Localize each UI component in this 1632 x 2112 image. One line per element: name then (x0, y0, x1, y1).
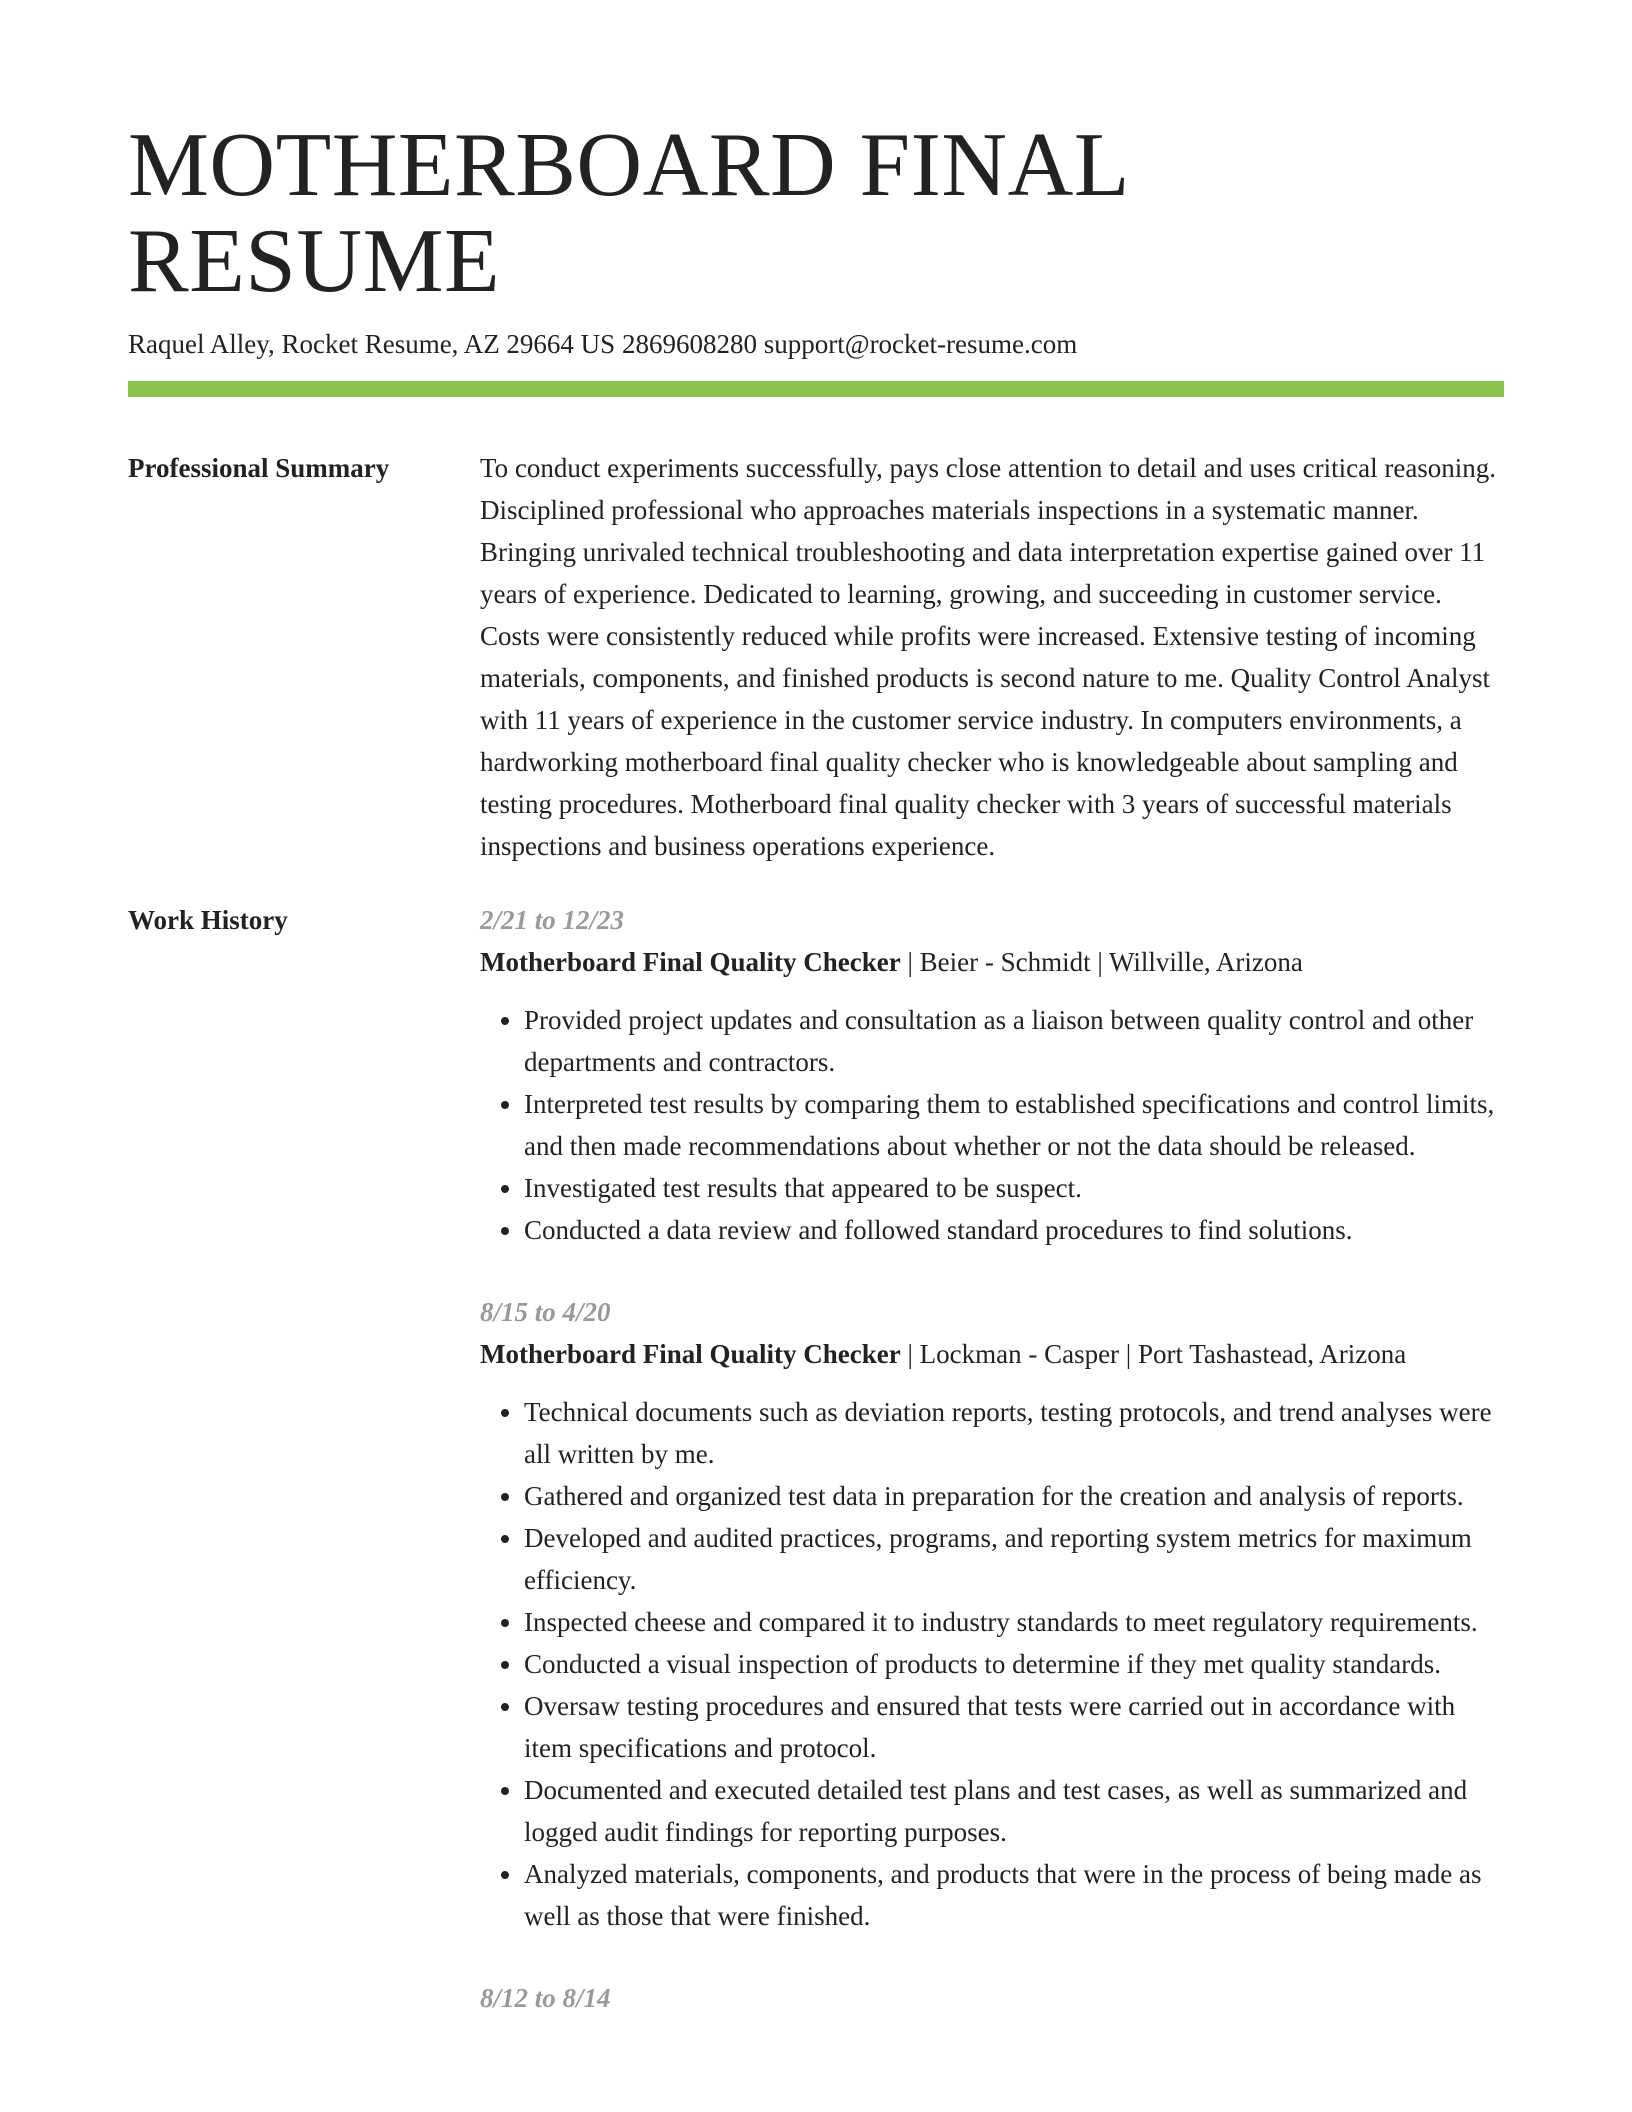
summary-text: To conduct experiments successfully, pays close attention to detail and uses critical reasoning. Disciplined professional who approaches materials inspections in a systematic manner. Bringing unrivaled technical troubleshooting and data interpretation expertise gained over 11 years of experience. Dedicated to learning, growing, and succeeding in customer service. Costs were consistently reduced while profits were increased. Extensive testing of incoming materials, components, and finished products is second nature to me. Quality Control Analyst with 11 years of experience in the customer service industry. In computers environments, a hardworking motherboard final quality checker who is knowledgeable about sampling and testing procedures. Motherboard final quality checker with 3 years of successful materials inspections and business operations experience. (480, 453, 1497, 862)
list-item: • Provided project updates and consultation as a liaison between quality control and other departments and contractors. (524, 999, 1504, 1083)
list-item: • Developed and audited practices, programs, and reporting system metrics for maximum efficiency. (524, 1517, 1504, 1601)
list-item: • Documented and executed detailed test plans and test cases, as well as summarized and logged audit findings for reporting purposes. (524, 1769, 1504, 1853)
job-dates: 8/12 to 8/14 (480, 1983, 611, 2014)
job-title: Motherboard Final Quality Checker (480, 947, 901, 978)
list-item: • Conducted a visual inspection of products to determine if they met quality standards. (524, 1643, 1504, 1685)
work-history-section (128, 899, 1504, 2059)
job-dates: 8/15 to 4/20 (480, 1297, 611, 1328)
list-item: • Analyzed materials, components, and products that were in the process of being made as well as those that were finished. (524, 1853, 1504, 1937)
job-bullets (480, 1391, 1504, 1937)
list-item: • Gathered and organized test data in preparation for the creation and analysis of reports. (524, 1475, 1504, 1517)
resume-page (128, 0, 1504, 2059)
job-entry (480, 1291, 1504, 1937)
section-body (480, 899, 1504, 2059)
list-item: • Interpreted test results by comparing them to established specifications and control limits, and then made recommendations about whether or not the data should be released. (524, 1083, 1504, 1167)
list-item: • Oversaw testing procedures and ensured that tests were carried out in accordance with item specifications and protocol. (524, 1685, 1504, 1769)
job-details: | Lockman - Casper | Port Tashastead, Arizona (900, 1339, 1407, 1370)
job-heading (480, 1333, 1504, 1375)
job-dates: 2/21 to 12/23 (480, 905, 625, 936)
professional-summary-section (128, 447, 1504, 867)
list-item: • Technical documents such as deviation reports, testing protocols, and trend analyses were all written by me. (524, 1391, 1504, 1475)
job-entry (480, 1977, 1504, 2019)
section-body (480, 447, 1504, 867)
accent-divider (128, 381, 1504, 397)
job-entry (480, 899, 1504, 1251)
list-item: • Inspected cheese and compared it to industry standards to meet regulatory requirements. (524, 1601, 1504, 1643)
section-label: Professional Summary (128, 453, 390, 484)
list-item: • Conducted a data review and followed standard procedures to find solutions. (524, 1209, 1504, 1251)
resume-title: MOTHERBOARD FINAL RESUME (128, 114, 1127, 311)
job-heading (480, 941, 1504, 983)
contact-info: Raquel Alley, Rocket Resume, AZ 29664 US 2869608280 support@rocket-resume.com (128, 329, 1078, 360)
job-details: | Beier - Schmidt | Willville, Arizona (900, 947, 1303, 978)
job-bullets (480, 999, 1504, 1251)
list-item: • Investigated test results that appeared to be suspect. (524, 1167, 1504, 1209)
section-label: Work History (128, 905, 288, 936)
job-title: Motherboard Final Quality Checker (480, 1339, 901, 1370)
